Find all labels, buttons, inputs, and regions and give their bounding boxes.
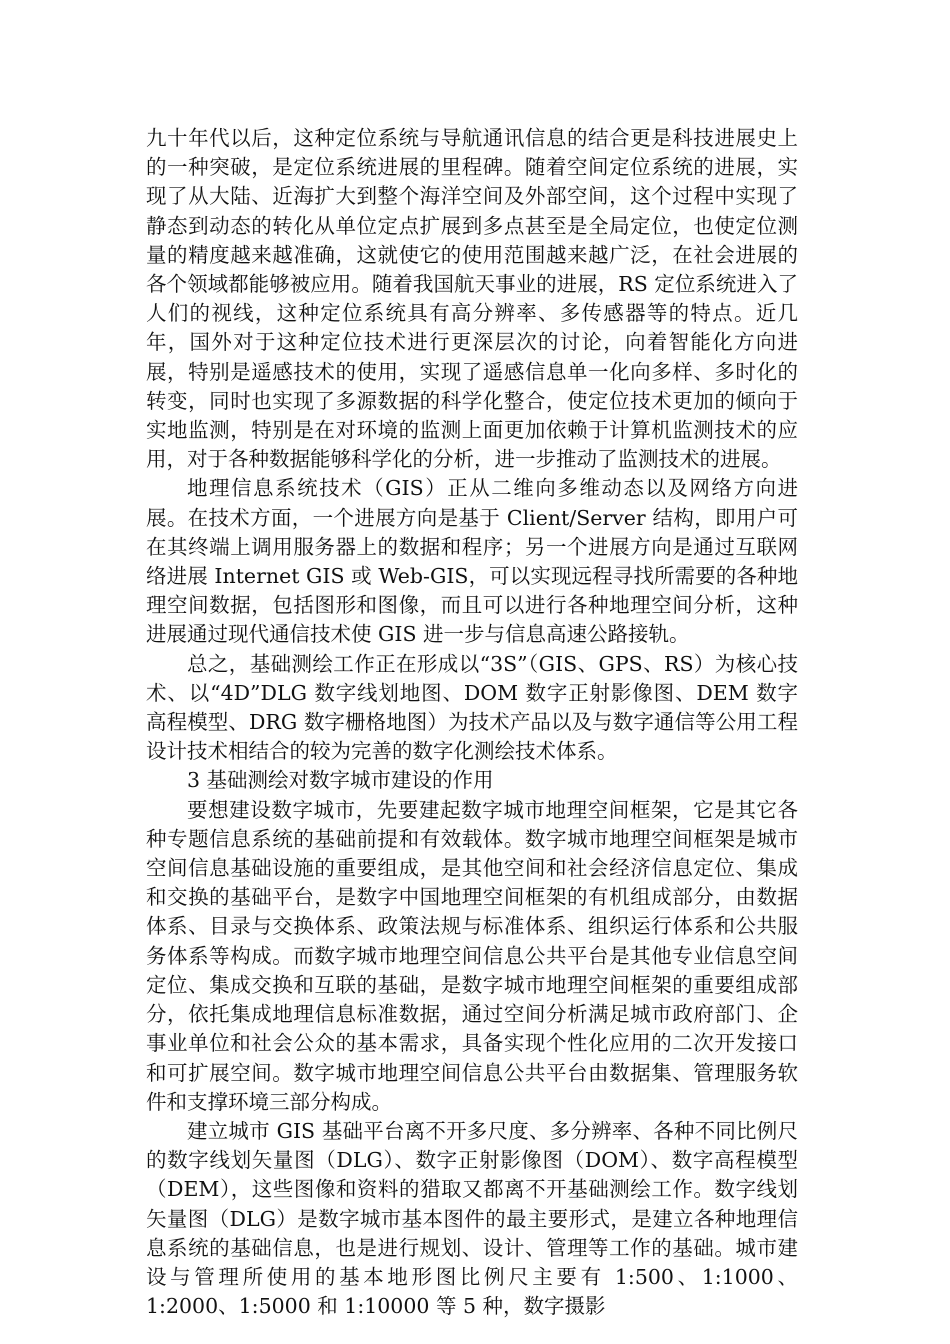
- section-heading: 3 基础测绘对数字城市建设的作用: [187, 768, 494, 793]
- paragraph-digital-city-framework: 要想建设数字城市，先要建起数字城市地理空间框架，它是其它各种专题信息系统的基础前提和有效载体。数字城市地理空间框架是城市空间信息基础设施的重要组成，是其他空间和社会经济信息定位、集成和交换的基础平台，是数字中国地理空间框架的有机组成部分，由数据体系、目录与交换体系、政策法规与标准体系、组织运行体系和公共服务体系等构成。而数字城市地理空间信息公共平台是其他专业信息空间定位、集成交换和互联的基础，是数字城市地理空间框架的重要组成部分，依托集成地理信息标准数据，通过空间分析满足城市政府部门、企事业单位和社会公众的基本需求，具备实现个性化应用的二次开发接口和可扩展空间。数字城市地理空间信息公共平台由数据集、管理服务软件和支撑环境三部分构成。: [146, 797, 798, 1114]
- paragraph-summary-3s-4d: 总之，基础测绘工作正在形成以“3S”（GIS、GPS、RS）为核心技术、以“4D”DLG 数字线划地图、DOM 数字正射影像图、DEM 数字高程模型、DRG 数字栅格地图）为技术产品以及与数字通信等公用工程设计技术相结合的较为完善的数字化测绘技术体系。: [146, 651, 798, 764]
- paragraph-gis-trends: 地理信息系统技术（GIS）正从二维向多维动态以及网络方向进展。在技术方面，一个进展方向是基于 Client/Server 结构，即用户可在其终端上调用服务器上的数据和程序；另一个进展方向是通过互联网络进展 Internet GIS 或 Web-GIS，可以实现远程寻找所需要的各种地理空间数据，包括图形和图像，而且可以进行各种地理空间分析，这种进展通过现代通信技术使 GIS 进一步与信息高速公路接轨。: [146, 476, 798, 647]
- document-body: [146, 124, 798, 1321]
- paragraph-positioning-history: 九十年代以后，这种定位系统与导航通讯信息的结合更是科技进展史上的一种突破，是定位系统进展的里程碑。随着空间定位系统的进展，实现了从大陆、近海扩大到整个海洋空间及外部空间，这个过程中实现了静态到动态的转化从单位定点扩展到多点甚至是全局定位，也使定位测量的精度越来越准确，这就使它的使用范围越来越广泛，在社会进展的各个领域都能够被应用。随着我国航天事业的进展，RS 定位系统进入了人们的视线，这种定位系统具有高分辨率、多传感器等的特点。近几年，国外对于这种定位技术进行更深层次的讨论，向着智能化方向进展，特别是遥感技术的使用，实现了遥感信息单一化向多样、多时化的转变，同时也实现了多源数据的科学化整合，使定位技术更加的倾向于实地监测，特别是在对环境的监测上面更加依赖于计算机监测技术的应用，对于各种数据能够科学化的分析，进一步推动了监测技术的进展。: [146, 126, 798, 472]
- paragraph-gis-platform: 建立城市 GIS 基础平台离不开多尺度、多分辨率、各种不同比例尺的数字线划矢量图（DLG）、数字正射影像图（DOM）、数字高程模型（DEM），这些图像和资料的猎取又都离不开基础测绘工作。数字线划矢量图（DLG）是数字城市基本图件的最主要形式，是建立各种地理信息系统的基础信息，也是进行规划、设计、管理等工作的基础。城市建设与管理所使用的基本地形图比例尺主要有 1:500、1:1000、1:2000、1:5000 和 1:10000 等 5 种，数字摄影: [146, 1118, 798, 1319]
